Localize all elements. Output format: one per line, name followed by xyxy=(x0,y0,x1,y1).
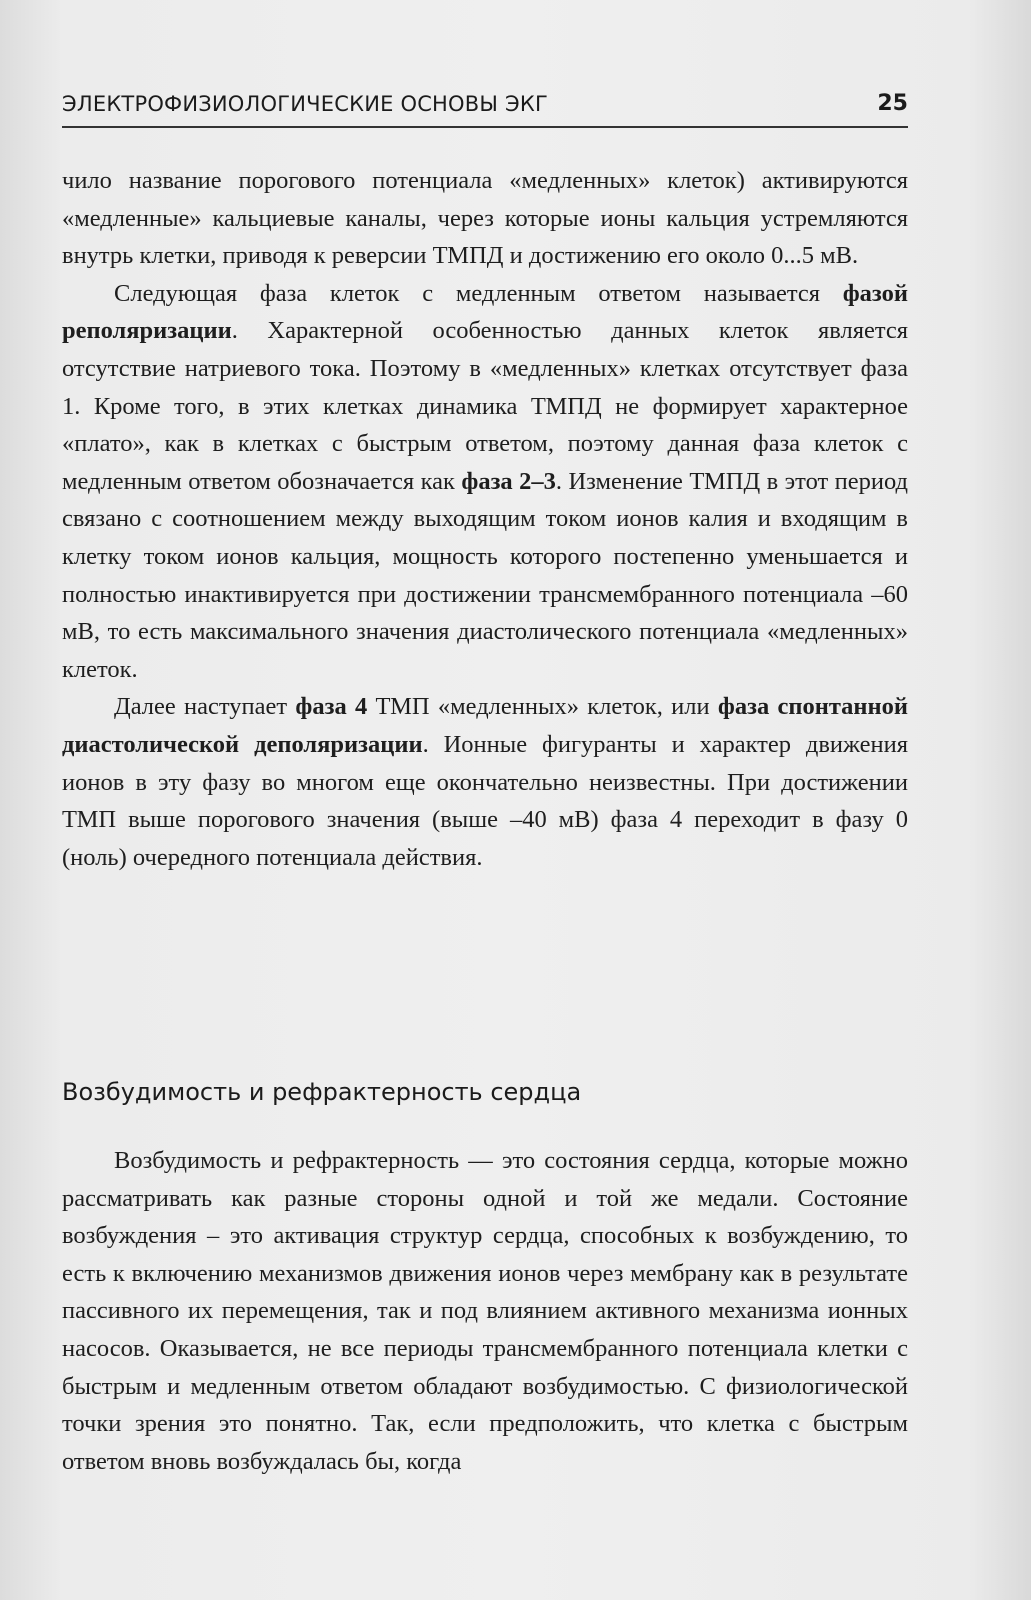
paragraph-excitability: Возбудимость и рефрактерность — это состояния сердца, которые можно рассматривать как разные стороны одной и той же медали. Состояние возбуждения – это активация структур сердца, способных к возбуждению, то есть к включению механизмов движения ионов через мембрану как в результате пассивного их перемещения, так и под влиянием активного механизма ионных насосов. Оказывается, не все периоды трансмембранного потенциала клетки с быстрым и медленным ответом обладают возбудимостью. С физиологической точки зрения это понятно. Так, если предположить, что клетка с быстрым ответом вновь возбуждалась бы, когда xyxy=(62,1147,908,1475)
main-text xyxy=(62,162,908,876)
text-run: . Ионные фигуранты и характер движения ионов в эту фазу во многом еще окончательно неизвестны. При достижении ТМП выше порогового значения (выше –40 мВ) фаза 4 переходит в фазу 0 (ноль) очередного потенциала действия. xyxy=(62,730,908,871)
text-run: . Характерной особенностью данных клеток является отсутствие натриевого тока. Поэтому в «медленных» клетках отсутствует фаза 1. Кроме того, в этих клетках динамика ТМПД не формирует характерное «плато», как в клетках с быстрым ответом, поэтому данная фаза клеток с медленным ответом обозначается как xyxy=(62,317,908,495)
text-run: Далее наступает xyxy=(114,693,296,721)
bold-term-phase-4: фаза 4 xyxy=(295,693,368,721)
bold-term-phase-2-3: фаза 2–3 xyxy=(461,467,556,495)
text-run: ТМП «медленных» клеток, или xyxy=(367,693,718,721)
bold-term-spontaneous-depolarization: фаза спонтанной диастолической деполяризации xyxy=(62,693,909,758)
page-number: 25 xyxy=(877,91,908,116)
section-text xyxy=(62,1142,908,1480)
paragraph-repolarization xyxy=(62,275,908,689)
text-run: . Изменение ТМПД в этот период связано с соотношением между выходящим током ионов калия и входящим в клетку током ионов кальция, мощность которого постепенно уменьшается и полностью инактивируется при достижении трансмембранного потенциала –60 мВ, то есть максимального значения диастолического потенциала «медленных» клеток. xyxy=(62,467,909,683)
paragraph-continuation: чило название порогового потенциала «медленных» клеток) активируются «медленные» кальциевые каналы, через которые ионы кальция устремляются внутрь клетки, приводя к реверсии ТМПД и достижению его около 0...5 мВ. xyxy=(62,167,908,270)
section-heading: Возбудимость и рефрактерность сердца xyxy=(62,1078,582,1106)
running-head xyxy=(62,86,908,128)
text-run: Следующая фаза клеток с медленным ответом называется xyxy=(114,279,843,307)
paragraph-phase-4 xyxy=(62,688,908,876)
bold-term-repolarization: фазой реполяризации xyxy=(62,279,908,345)
running-head-title: ЭЛЕКТРОФИЗИОЛОГИЧЕСКИЕ ОСНОВЫ ЭКГ xyxy=(62,92,548,116)
